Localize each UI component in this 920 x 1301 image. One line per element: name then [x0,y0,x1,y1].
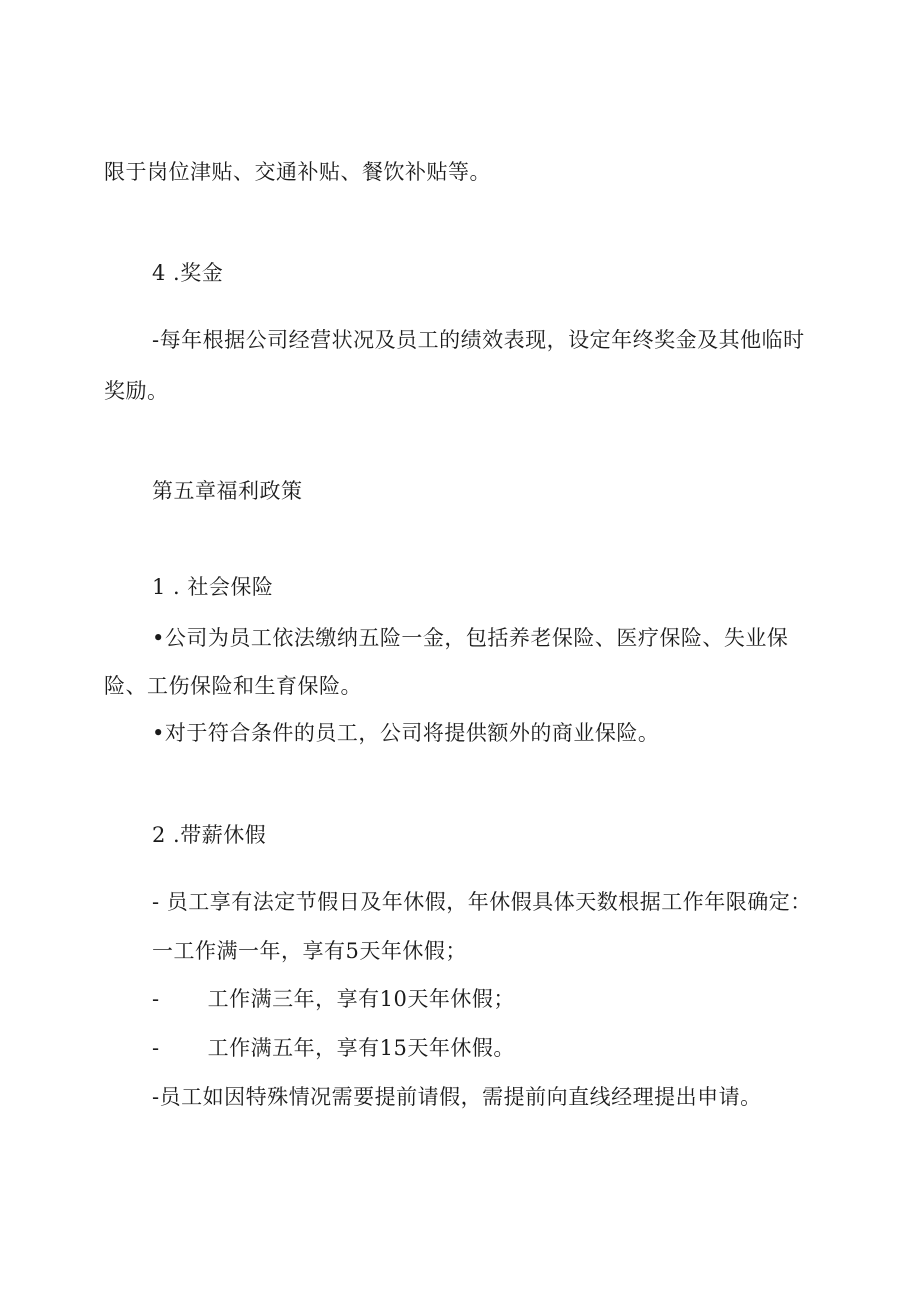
section-heading-bonus: 4 .奖金 [152,261,224,285]
paragraph-leave-1: - 员工享有法定节假日及年休假，年休假具体天数根据工作年限确定： [152,890,812,914]
section-heading-leave: 2 .带薪休假 [152,823,267,847]
paragraph-bonus-line-1: -每年根据公司经营状况及员工的绩效表现，设定年终奖金及其他临时 [152,328,805,352]
paragraph-insurance-1-line-1: •公司为员工依法缴纳五险一金，包括养老保险、医疗保险、失业保 [152,626,789,650]
paragraph-continuation: 限于岗位津贴、交通补贴、餐饮补贴等。 [104,160,491,184]
paragraph-bonus-line-2: 奖励。 [104,379,169,403]
paragraph-leave-2: 一工作满一年，享有5天年休假； [152,939,467,963]
list-item-leave-3 [152,985,515,1013]
paragraph-insurance-1-line-2: 险、工伤保险和生育保险。 [104,674,362,698]
section-heading-insurance: 1 . 社会保险 [152,575,274,599]
paragraph-insurance-2: •对于符合条件的员工，公司将提供额外的商业保险。 [152,721,660,745]
list-item-leave-4 [152,1034,515,1062]
list-dash: - [152,987,160,1011]
paragraph-leave-5: -员工如因特殊情况需要提前请假，需提前向直线经理提出申请。 [152,1085,762,1109]
list-item-text: 工作满三年，享有10天年休假； [207,987,515,1011]
chapter-title: 第五章福利政策 [152,479,303,503]
list-dash: - [152,1036,160,1060]
list-item-text: 工作满五年，享有15天年休假。 [207,1036,515,1060]
